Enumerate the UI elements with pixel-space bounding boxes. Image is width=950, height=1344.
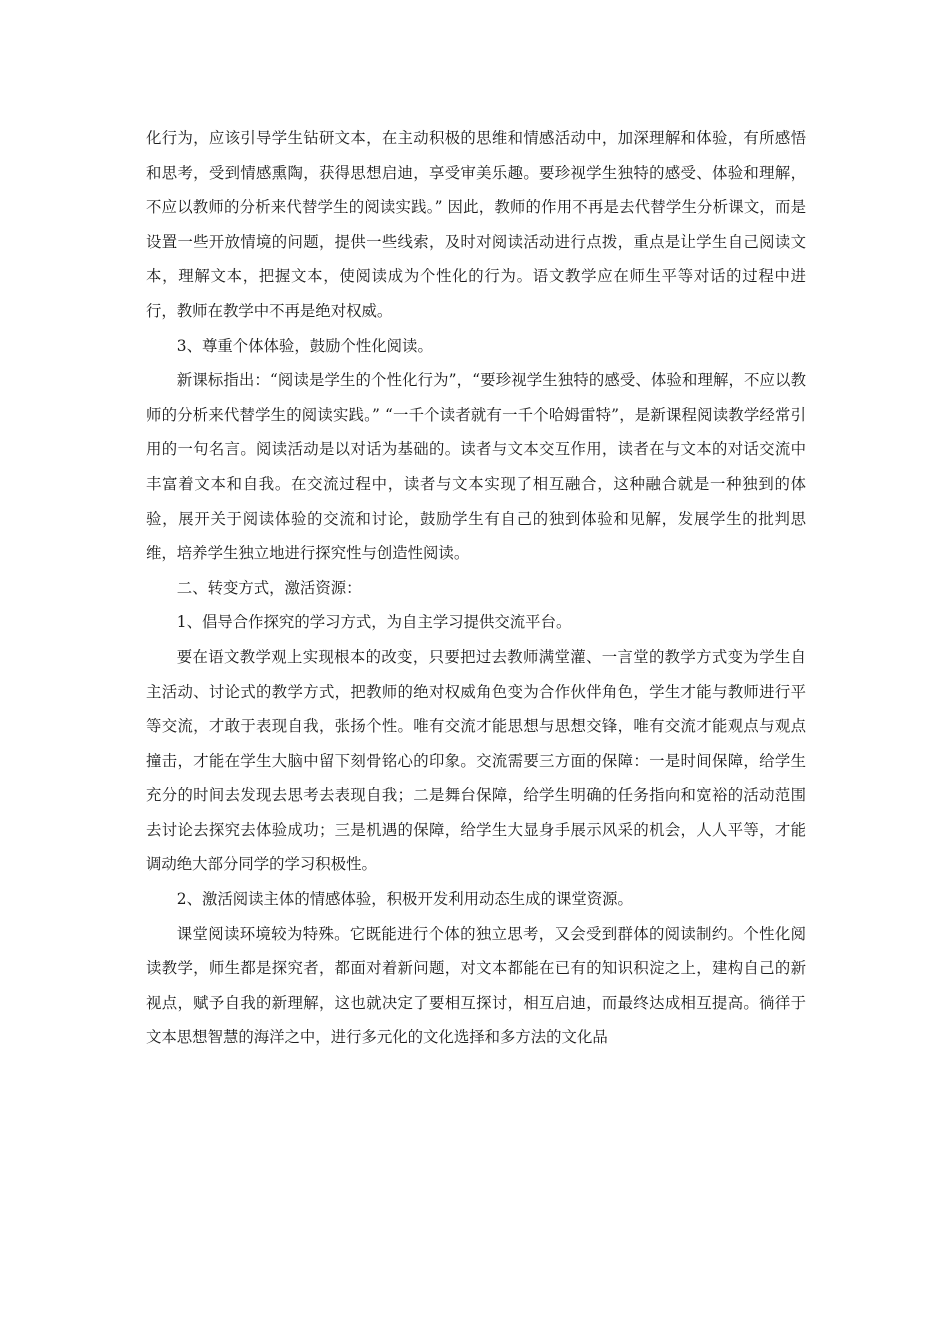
heading-activate-emotional-experience: 2、激活阅读主体的情感体验，积极开发利用动态生成的课堂资源。 — [176, 890, 633, 909]
paragraph-new-curriculum: 新课标指出：“阅读是学生的个性化行为”，“要珍视学生独特的感受、体验和理解，不应以教师的分析来代替学生的阅读实践。” “一千个读者就有一千个哈姆雷特”，是新课程阅读教学经常引用的一句名言。阅读活动是以对话为基础的。读者与文本交互作用，读者在与文本的对话交流中丰富着文本和自我。在交流过程中，读者与文本实现了相互融合，这种融合就是一种独到的体验，展开关于阅读体验的交流和讨论，鼓励学生有自己的独到体验和见解，发展学生的批判思维，培养学生独立地进行探究性与创造性阅读。 — [146, 371, 806, 563]
paragraph-classroom-reading: 课堂阅读环境较为特殊。它既能进行个体的独立思考，又会受到群体的阅读制约。个性化阅读教学，师生都是探究者，都面对着新问题，对文本都能在已有的知识积淀之上，建构自己的新视点，赋予自我的新理解，这也就决定了要相互探讨，相互启迪，而最终达成相互提高。徜徉于文本思想智慧的海洋之中，进行多元化的文化选择和多方法的文化品 — [146, 924, 806, 1047]
heading-cooperative-learning: 1、倡导合作探究的学习方式，为自主学习提供交流平台。 — [176, 613, 572, 632]
document-body — [146, 121, 806, 1055]
heading-respect-individual-experience: 3、尊重个体体验，鼓励个性化阅读。 — [176, 336, 433, 355]
heading-change-methods: 二、转变方式，激活资源： — [176, 578, 362, 597]
paragraph-exchange-platform: 要在语文教学观上实现根本的改变，只要把过去教师满堂灌、一言堂的教学方式变为学生自主活动、讨论式的教学方式，把教师的绝对权威角色变为合作伙伴角色，学生才能与教师进行平等交流，才敢于表现自我，张扬个性。唯有交流才能思想与思想交锋，唯有交流才能观点与观点撞击，才能在学生大脑中留下刻骨铭心的印象。交流需要三方面的保障：一是时间保障，给学生充分的时间去发现去思考去表现自我；二是舞台保障，给学生明确的任务指向和宽裕的活动范围去讨论去探究去体验成功；三是机遇的保障，给学生大显身手展示风采的机会，人人平等，才能调动绝大部分同学的学习积极性。 — [146, 647, 806, 874]
paragraph-teacher-role: 化行为，应该引导学生钻研文本，在主动积极的思维和情感活动中，加深理解和体验，有所感悟和思考，受到情感熏陶，获得思想启迪，享受审美乐趣。要珍视学生独特的感受、体验和理解，不应以教师的分析来代替学生的阅读实践。” 因此，教师的作用不再是去代替学生分析课文，而是设置一些开放情境的问题，提供一些线索，及时对阅读活动进行点拨，重点是让学生自己阅读文本，理解文本，把握文本，使阅读成为个性化的行为。语文教学应在师生平等对话的过程中进行，教师在教学中不再是绝对权威。 — [146, 129, 806, 320]
